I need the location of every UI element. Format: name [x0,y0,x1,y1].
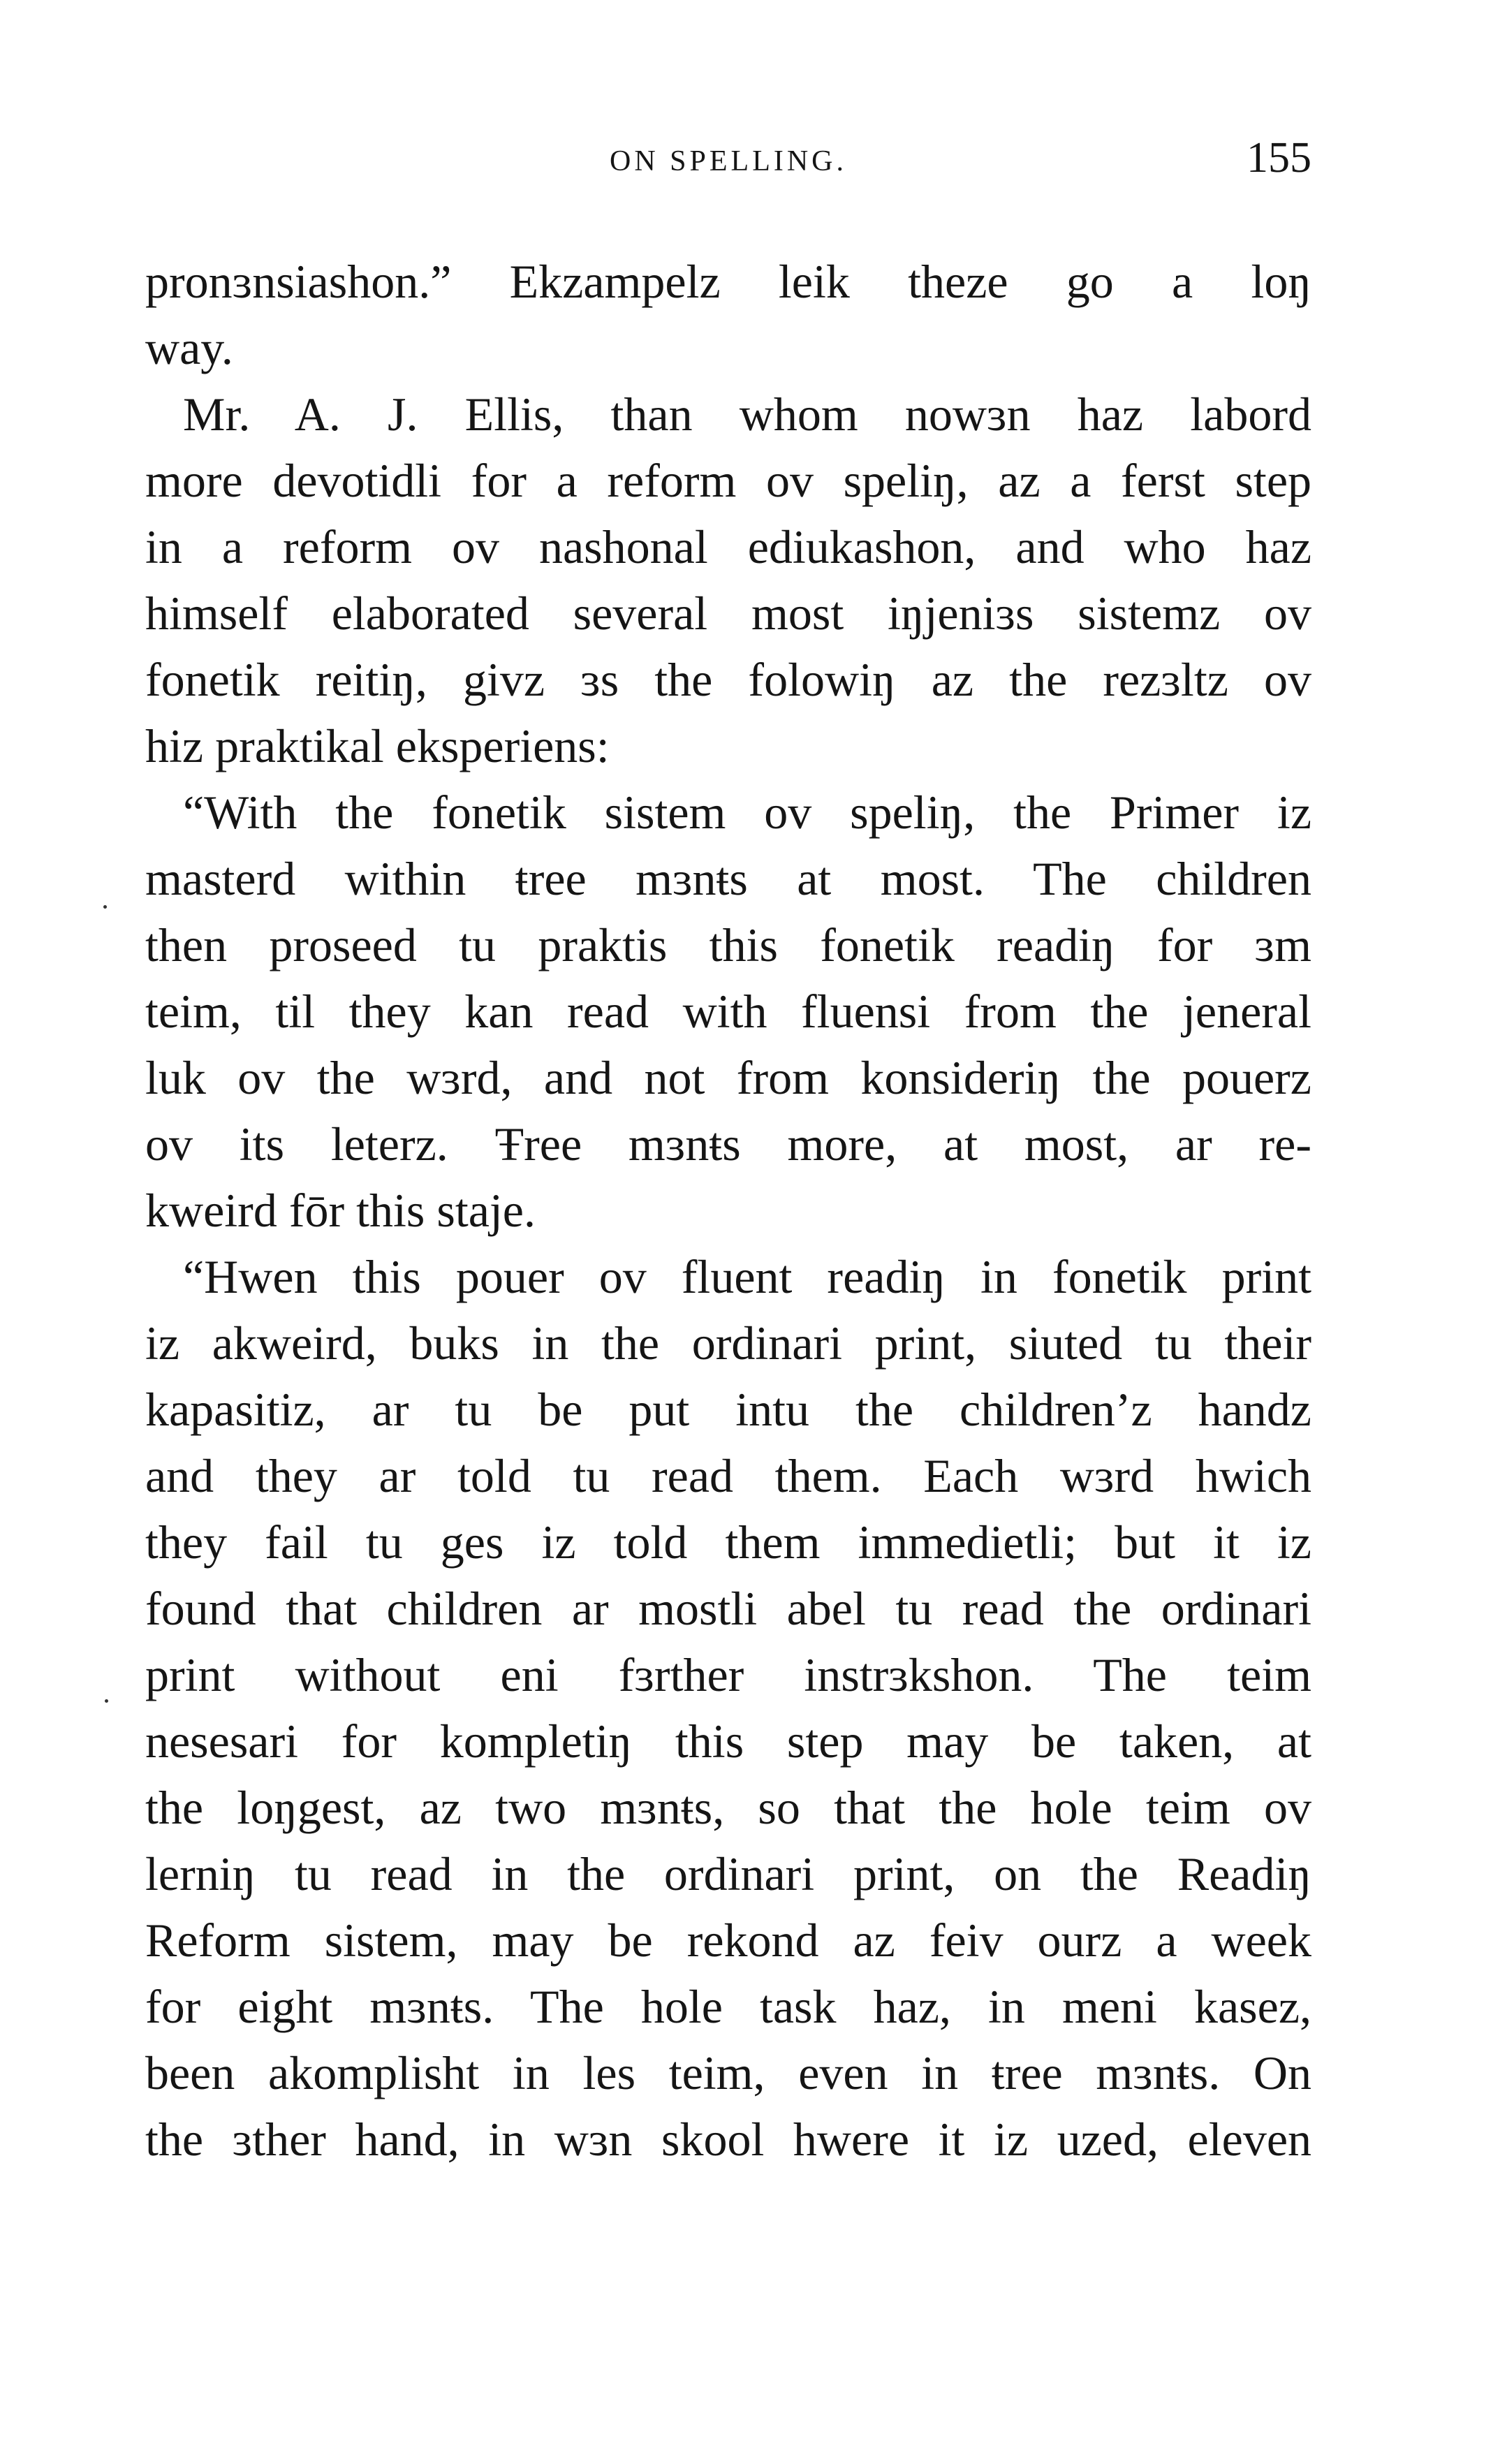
page-number: 155 [1247,134,1311,182]
text-line: the loŋgest, az two mɜnŧs, so that the hole teim ov [145,1781,1311,1834]
text-line: more devotidli for a reform ov speliŋ, az a ferst step [145,454,1311,507]
text-line: Reform sistem, may be rekond az feiv ourz a week [145,1914,1311,1967]
text-line: lerniŋ tu read in the ordinari print, on the Readiŋ [145,1847,1311,1900]
text-line: himself elaborated several most iŋjeniɜs sistemz ov [145,587,1311,640]
text-line: for eight mɜnŧs. The hole task haz, in meni kasez, [145,1980,1311,2033]
text-line: iz akweird, buks in the ordinari print, siuted tu their [145,1317,1311,1370]
text-line: kapasitiz, ar tu be put intu the children’z handz [145,1383,1311,1436]
text-line: then proseed tu praktis this fonetik readiŋ for ɜm [145,918,1311,971]
text-line: hiz praktikal eksperiens: [145,719,610,772]
quote-start-line: “With the fonetik sistem ov speliŋ, the Primer iz [183,786,1311,839]
text-line: teim, til they kan read with fluensi from the jeneral [145,985,1311,1038]
text-line: way. [145,321,233,374]
print-speck [103,905,107,909]
text-line: print without eni fɜrther instrɜkshon. The teim [145,1648,1311,1701]
text-line: kweird fōr this staje. [145,1184,536,1237]
running-title: ON SPELLING. [610,145,847,177]
text-line: luk ov the wɜrd, and not from konsideriŋ the pouerz [145,1051,1311,1104]
text-line: fonetik reitiŋ, givz ɜs the folowiŋ az the rezɜltz ov [145,653,1311,706]
text-line: pronɜnsiashon.” Ekzampelz leik theze go a loŋ [145,255,1311,308]
print-speck [105,1699,108,1703]
quote-start-line: “Hwen this pouer ov fluent readiŋ in fonetik print [183,1250,1311,1303]
text-line: and they ar told tu read them. Each wɜrd hwich [145,1449,1311,1502]
text-line: in a reform ov nashonal ediukashon, and who haz [145,520,1311,573]
text-line: the ɜther hand, in wɜn skool hwere it iz uzed, eleven [145,2113,1311,2166]
running-header [145,136,1311,192]
text-line: been akomplisht in les teim, even in ŧree mɜnŧs. On [145,2046,1311,2099]
text-line: they fail tu ges iz told them immedietli; but it iz [145,1516,1311,1569]
text-line: masterd within ŧree mɜnŧs at most. The children [145,852,1311,905]
text-line: found that children ar mostli abel tu read the ordinari [145,1582,1311,1635]
text-line: ov its leterz. Ŧree mɜnŧs more, at most, ar re- [145,1117,1311,1171]
body-text [145,249,1311,2173]
paragraph-start-line: Mr. A. J. Ellis, than whom nowɜn haz labord [183,388,1311,441]
text-line: nesesari for kompletiŋ this step may be taken, at [145,1715,1311,1768]
